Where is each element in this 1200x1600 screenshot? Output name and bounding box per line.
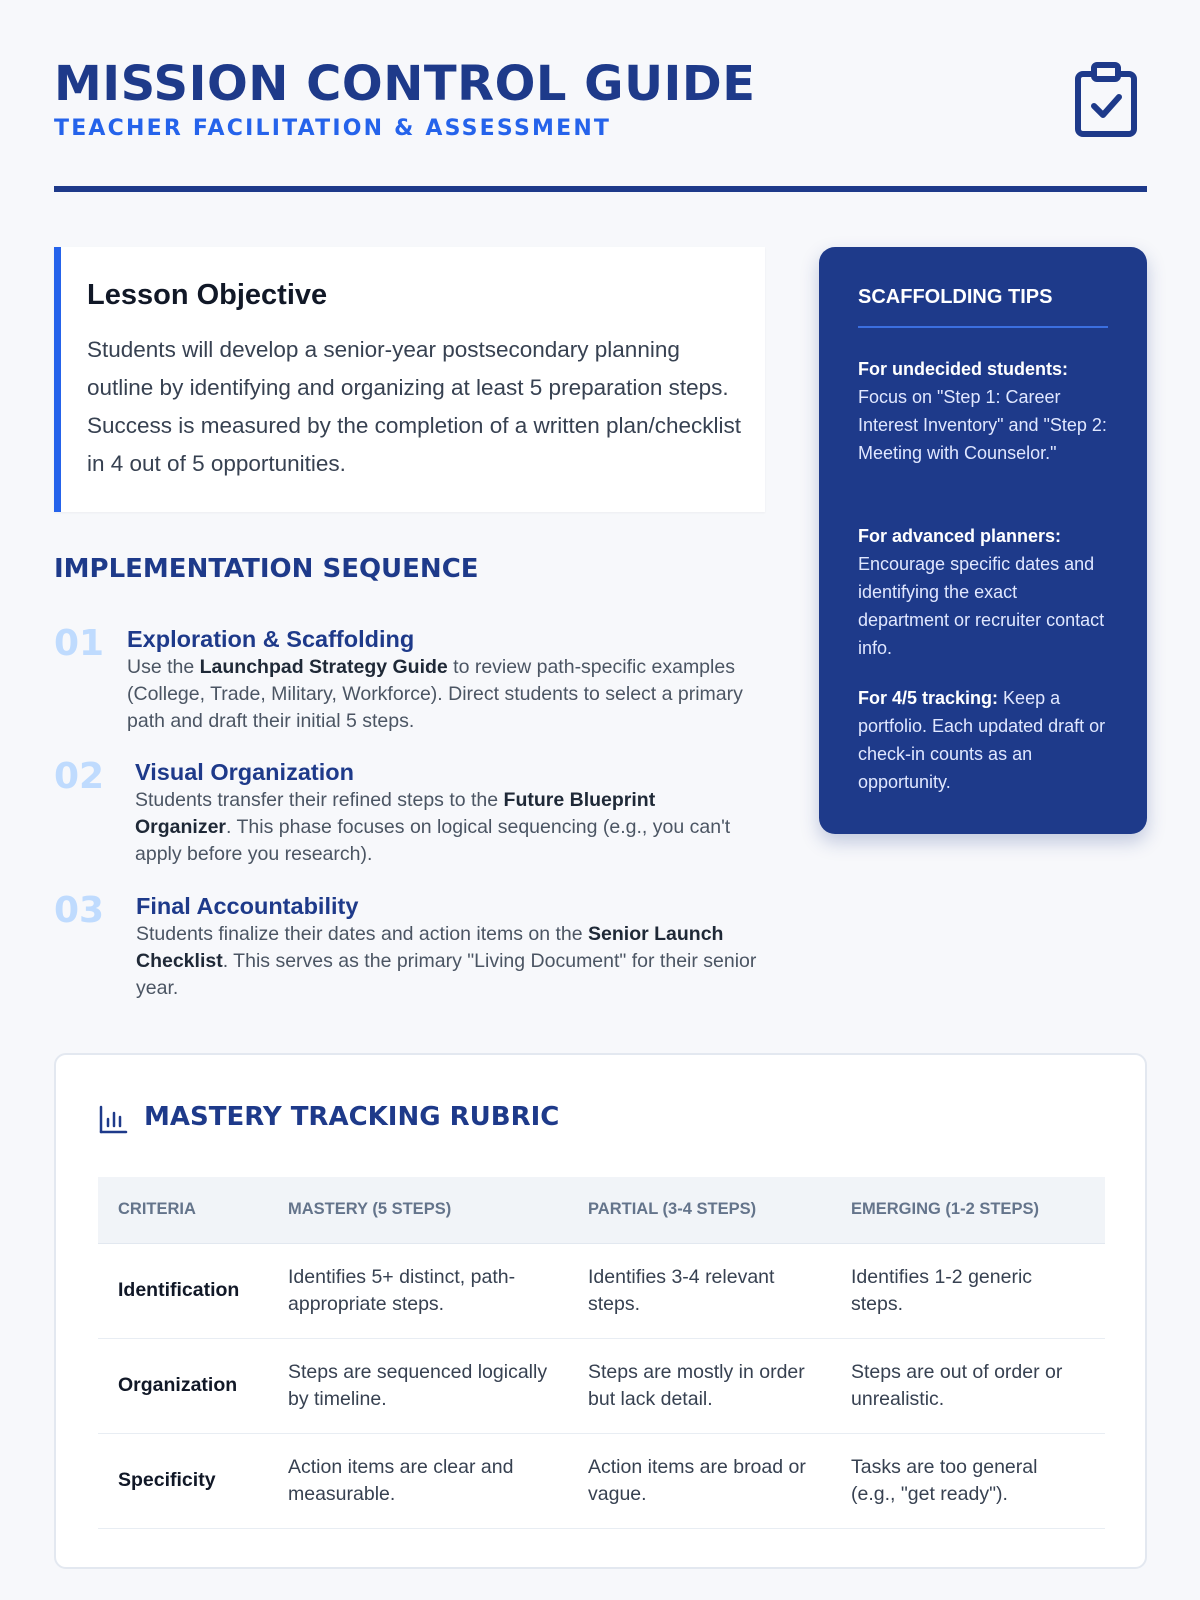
step-number: 03 (54, 890, 105, 931)
table-cell: Action items are broad or vague. (568, 1433, 831, 1528)
step-title: Final Accountability (136, 893, 359, 919)
step-description: Students transfer their refined steps to the Future Blueprint Organizer. This phase focuses on logical sequencing (e.g., you can't apply before you research). (135, 789, 731, 865)
tip-item: For undecided students: Focus on "Step 1: Career Interest Inventory" and "Step 2: Meeting with Counselor." (858, 359, 1107, 463)
column-header: MASTERY (5 STEPS) (268, 1177, 568, 1243)
rubric-title: MASTERY TRACKING RUBRIC (144, 1102, 560, 1132)
tip-label: For undecided students: (858, 359, 1069, 379)
clipboard-check-icon (1074, 62, 1140, 138)
step-title: Exploration & Scaffolding (127, 626, 415, 652)
rubric-table (98, 1177, 1105, 1529)
header (54, 56, 1147, 146)
column-header: PARTIAL (3-4 STEPS) (568, 1177, 831, 1243)
table-cell: Tasks are too general (e.g., "get ready"). (831, 1433, 1105, 1528)
step-number: 02 (54, 756, 105, 797)
column-header: EMERGING (1-2 STEPS) (831, 1177, 1105, 1243)
step-number: 01 (54, 623, 105, 664)
tip-item: For 4/5 tracking: Keep a portfolio. Each updated draft or check-in counts as an opportunity. (858, 688, 1106, 792)
table-cell: Identifies 3-4 relevant steps. (568, 1243, 831, 1338)
criteria-cell: Organization (98, 1338, 268, 1433)
rubric-header-row (98, 1177, 1105, 1243)
step-description: Students finalize their dates and action items on the Senior Launch Checklist. This serves as the primary "Living Document" for their senior year. (136, 923, 757, 999)
table-cell: Steps are out of order or unrealistic. (831, 1338, 1105, 1433)
objective-body: Students will develop a senior-year postsecondary planning outline by identifying and organizing at least 5 preparation steps. Success is measured by the completion of a written plan/checklist in 4 out of 5 opportunities. (87, 337, 742, 476)
table-cell: Identifies 1-2 generic steps. (831, 1243, 1105, 1338)
resource-name: Future Blueprint Organizer (135, 789, 656, 838)
page-title: MISSION CONTROL GUIDE (54, 56, 756, 112)
tip-label: For 4/5 tracking: (858, 688, 999, 708)
header-divider (54, 186, 1147, 192)
criteria-cell: Specificity (98, 1433, 268, 1528)
resource-name: Senior Launch Checklist (136, 923, 724, 972)
table-cell: Steps are sequenced logically by timeline. (268, 1338, 568, 1433)
table-cell: Steps are mostly in order but lack detail. (568, 1338, 831, 1433)
bar-chart-icon (98, 1105, 128, 1135)
implementation-heading: IMPLEMENTATION SEQUENCE (54, 554, 479, 584)
step-title: Visual Organization (135, 759, 354, 785)
table-row (98, 1433, 1105, 1528)
column-header: CRITERIA (98, 1177, 268, 1243)
mastery-rubric-card (54, 1053, 1147, 1569)
objective-heading: Lesson Objective (87, 279, 328, 311)
table-row (98, 1338, 1105, 1433)
page-subtitle: TEACHER FACILITATION & ASSESSMENT (54, 116, 612, 141)
tip-label: For advanced planners: (858, 526, 1062, 546)
step-description: Use the Launchpad Strategy Guide to review path-specific examples (College, Trade, Military, Workforce). Direct students to select a primary path and draft their initial 5 steps. (127, 656, 743, 732)
table-cell: Identifies 5+ distinct, path-appropriate steps. (268, 1243, 568, 1338)
tips-divider (858, 326, 1108, 328)
scaffolding-tips-panel (819, 247, 1147, 834)
criteria-cell: Identification (98, 1243, 268, 1338)
table-row (98, 1243, 1105, 1338)
tips-title: SCAFFOLDING TIPS (858, 286, 1053, 308)
tip-item: For advanced planners: Encourage specific dates and identifying the exact department or recruiter contact info. (858, 526, 1105, 658)
page (54, 0, 1147, 1600)
table-cell: Action items are clear and measurable. (268, 1433, 568, 1528)
lesson-objective-card (54, 247, 765, 512)
resource-name: Launchpad Strategy Guide (199, 656, 448, 678)
